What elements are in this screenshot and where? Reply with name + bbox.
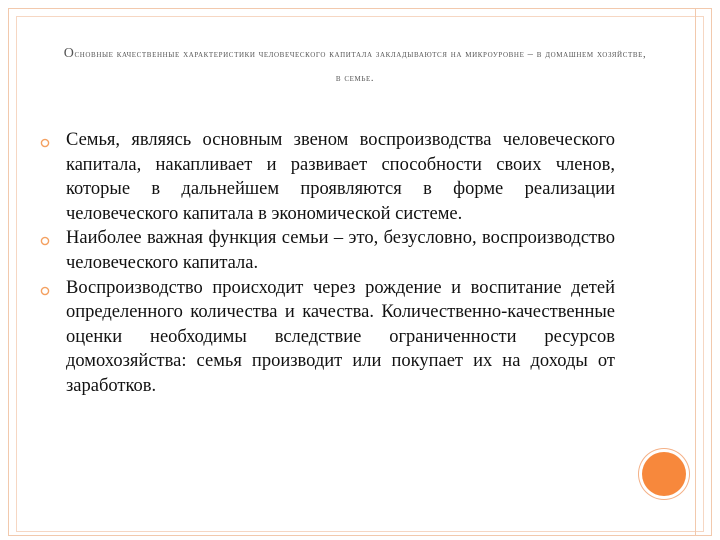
hollow-circle-bullet-icon bbox=[40, 138, 50, 148]
slide-title bbox=[60, 42, 650, 91]
slide-title-text: сновные качественные характеристики человеческого капитала закладываются на микроуровне – в домашнем хозяйстве, в семье. bbox=[74, 49, 647, 84]
bullet-list bbox=[40, 128, 615, 399]
hollow-circle-bullet-icon bbox=[40, 286, 50, 296]
bullet-text: Наиболее важная функция семьи – это, безусловно, воспроизводство человеческого капитала. bbox=[66, 228, 615, 273]
bullet-item bbox=[40, 276, 615, 399]
bullet-text: Семья, являясь основным звеном воспроизводства человеческого капитала, накапливает и развивает способности своих членов, которые в дальнейшем проявляются в форме реализации человеческого капитала в экономической системе. bbox=[66, 130, 615, 224]
bullet-item bbox=[40, 128, 615, 226]
slide-frame-right-line bbox=[695, 8, 696, 536]
slide-title-initial: О bbox=[63, 46, 75, 61]
bullet-item bbox=[40, 226, 615, 275]
hollow-circle-bullet-icon bbox=[40, 236, 50, 246]
orange-circle-icon bbox=[642, 452, 686, 496]
bullet-text: Воспроизводство происходит через рождение и воспитание детей определенного количества и качества. Количественно-качественные оценки необходимы вследствие ограниченности ресурсов домохозяйства: семья производит или покупает их на доходы от заработков. bbox=[66, 277, 615, 396]
